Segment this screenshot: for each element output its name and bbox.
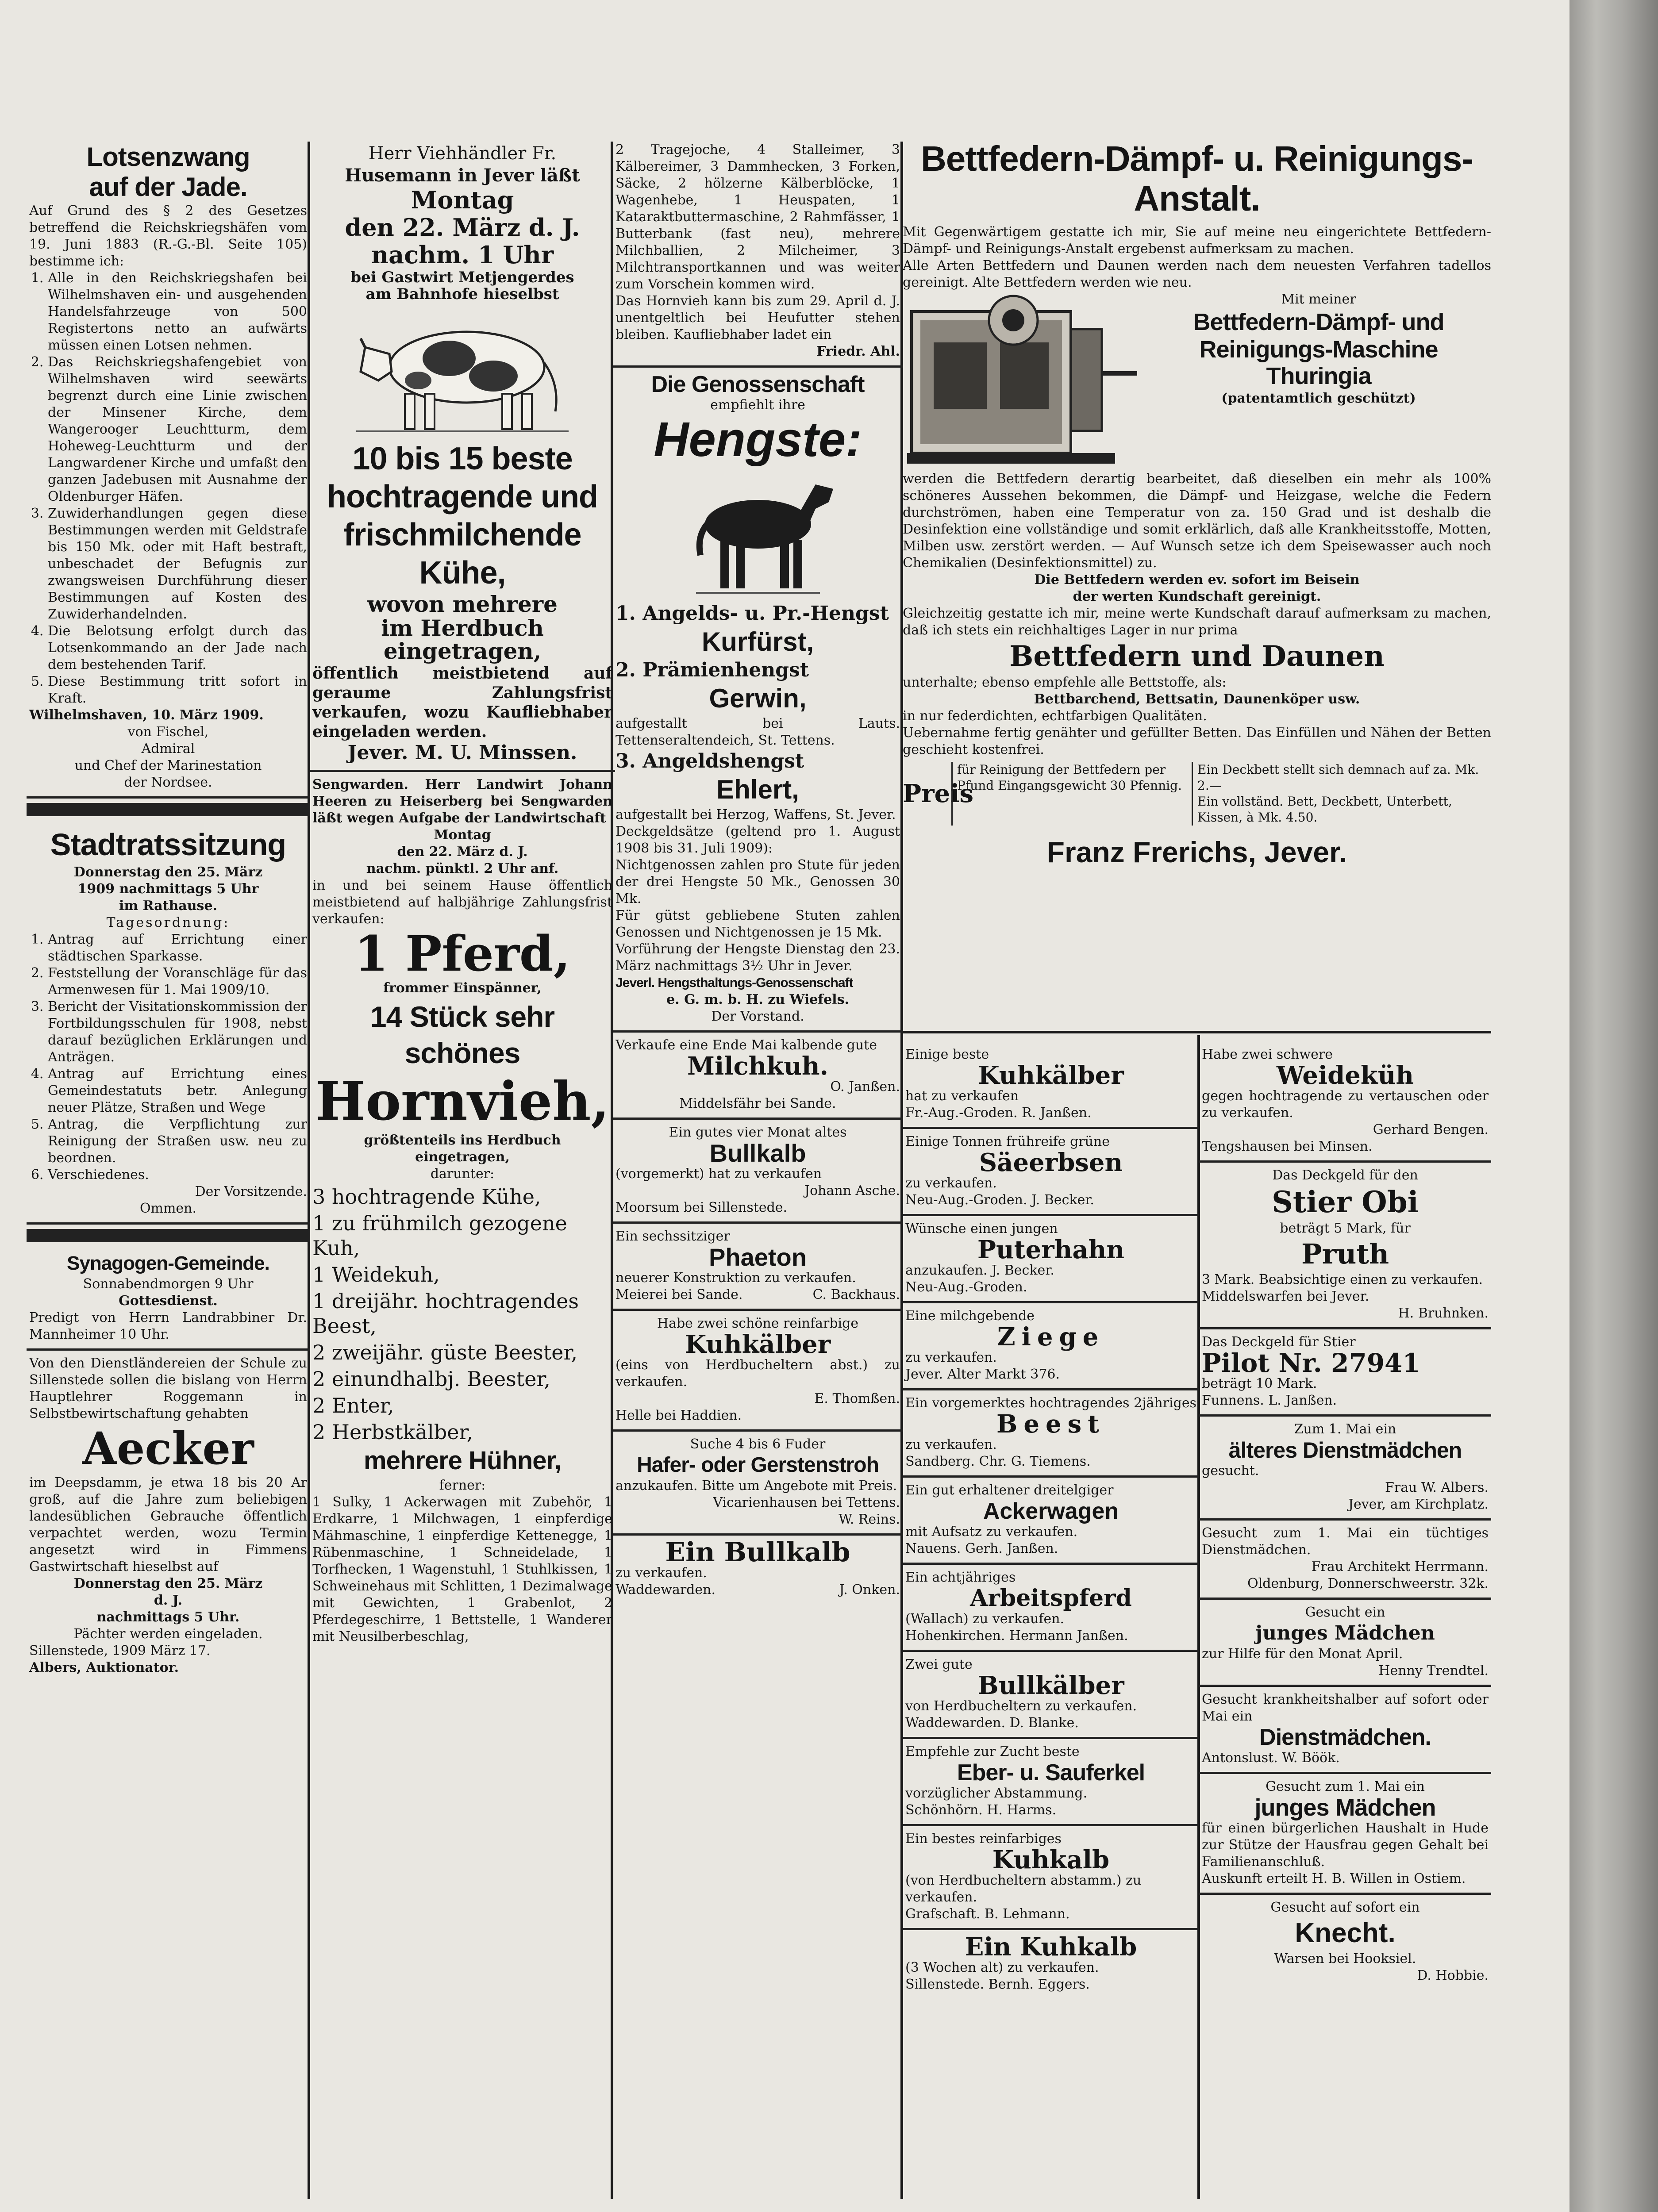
price-box	[903, 762, 1491, 826]
ad-text: Empfehle zur Zucht beste	[905, 1744, 1080, 1759]
ad-headline: 10 bis 15 beste	[352, 441, 573, 476]
ad-text: 1 Sulky, 1 Ackerwagen mit Zubehör, 1 Erdkarre, 1 Milchwagen, 1 einpferdige Mähmaschine, 1 einpferdige Kettenegge, 1 Rübenmaschine, 1 Schneidelade, 1 Torfhecken, 1 Wagenstuhl, 1 Stuhlkissen, 1 Schweinehaus mit Schlitten, 1 Dezimalwage mit Gewichten, 1 Grabenlot, 2 Pferdegeschirre, 1 Bettstelle, 1 Wanderer mit Neusilberbeschlag,	[312, 1494, 612, 1644]
ad-sign: W. Reins.	[839, 1512, 900, 1527]
ad-sign: Nauens. Gerh. Janßen.	[905, 1541, 1058, 1556]
ad-text: Das Hornvieh kann bis zum 29. April d. J. unentgeltlich bei Heufutter stehen bleiben. Kaufliebhaber ladet ein	[615, 293, 900, 342]
ad-headline: Reinigungs-Maschine Thuringia	[1199, 336, 1438, 389]
agenda-label: Tagesordnung:	[106, 915, 230, 930]
ad-text: hat zu verkaufen	[905, 1088, 1019, 1104]
ad-sign-row	[615, 1286, 900, 1303]
ad-sign: Johann Asche.	[804, 1183, 900, 1198]
classified-ad	[903, 1565, 1199, 1652]
list-item: 3. Bericht der Visitationskommission der Fortbildungsschulen für 1908, nebst darauf bezüglichen Erklärungen und Anträgen.	[48, 998, 307, 1066]
ad-sign: Grafschaft. B. Lehmann.	[905, 1906, 1070, 1922]
price-label: Preis	[903, 779, 974, 808]
divider	[27, 1229, 310, 1242]
ad-text: zur Hilfe für den Monat April.	[1202, 1646, 1403, 1662]
ad-title: Bullkalb	[709, 1139, 806, 1167]
ad-text: in und bei seinem Hause öffentlich meistbietend auf halbjährige Zahlungsfrist verkaufen:	[312, 878, 612, 927]
machine-text	[1146, 291, 1491, 471]
ad-sign: Der Vorsitzende.	[195, 1184, 307, 1199]
ad-sign: Fr.-Aug.-Groden. R. Janßen.	[905, 1105, 1092, 1121]
price-line: Ein Deckbett stellt sich demnach auf za. Mk. 2.—	[1197, 762, 1479, 793]
column-3	[613, 137, 903, 2212]
ad-sign: H. Bruhnken.	[1398, 1306, 1489, 1321]
ad-sign: Vicarienhausen bei Tettens.	[713, 1495, 900, 1510]
ad-text: im Deepsdamm, je etwa 18 bis 20 Ar groß, auf die Jahre zum beliebigen landesüblichen Gebrauche öffentlich verpachtet werden, wozu Termin angesetzt wird in Fimmens Gastwirtschaft hieselbst auf	[29, 1475, 307, 1575]
ad-text: Verkaufe eine Ende Mai kalbende gute	[615, 1037, 877, 1053]
ad-sign: J. Onken.	[839, 1582, 900, 1598]
list-item: 1 zu frühmilch gezogene Kuh,	[312, 1211, 567, 1260]
ad-text: Gleichzeitig gestatte ich mir, meine werte Kundschaft darauf aufmerksam zu machen, daß ich stets ein reichhaltiges Lager in nur prima	[903, 606, 1491, 638]
ad-text: in nur federdichten, echtfarbigen Qualitäten.	[903, 708, 1207, 724]
list-item: 4. Antrag auf Errichtung eines Gemeindestatuts betr. Anlegung neuer Plätze, Straßen und Wege	[48, 1066, 307, 1116]
ad-title: Stier Obi	[1272, 1185, 1419, 1219]
machine-illustration	[903, 294, 1142, 471]
ad-text: Für gütst gebliebene Stuten zahlen Genossen und Nichtgenossen je 15 Mk.	[615, 908, 900, 940]
ad-text: unterhalte; ebenso empfehle alle Bettstoffe, als:	[903, 675, 1227, 690]
page-edge	[1570, 0, 1658, 2212]
ad-date: Montag	[434, 827, 491, 843]
ad-title: Kuhkälber	[978, 1061, 1124, 1090]
ad-title: Bullkälber	[977, 1671, 1124, 1700]
ad-headline: frischmilchende	[343, 517, 581, 553]
column-1	[27, 137, 310, 2212]
ad-sign: von Fischel,	[127, 724, 209, 740]
ad-title: auf der Jade.	[89, 172, 247, 202]
ad-title: Dienstmädchen.	[1259, 1724, 1431, 1750]
ad-text: zu verkaufen.	[905, 1350, 997, 1365]
ad-text: Ein vorgemerktes hochtragendes 2jähriges	[905, 1395, 1196, 1411]
ad-text: Eine milchgebende	[905, 1308, 1035, 1324]
ad-text: gegen hochtragende zu vertauschen oder zu verkaufen.	[1202, 1088, 1489, 1121]
ad-text: zu verkaufen.	[905, 1175, 997, 1191]
ad-text: öffentlich meistbietend auf geraume Zahlungsfrist verkaufen, wozu Kaufliebhaber eingeladen werden.	[312, 664, 612, 741]
ad-date: nachmittags 5 Uhr.	[96, 1609, 240, 1625]
ad-title: Pilot Nr. 27941	[1202, 1348, 1420, 1378]
ad-text: von Herdbucheltern zu verkaufen.	[905, 1698, 1137, 1714]
ad-date: Wilhelmshaven, 10. März 1909.	[29, 707, 264, 723]
ad-milchkuh	[613, 1033, 903, 1120]
ad-headline: Bettfedern-Dämpf- und	[1193, 309, 1444, 335]
list-item: 1 Weidekuh,	[312, 1263, 440, 1286]
ad-text: Vorführung der Hengste Dienstag den 23. März nachmittags 3½ Uhr in Jever.	[615, 941, 900, 974]
ad-hengste	[613, 368, 903, 1033]
ad-text: anzukaufen. Bitte um Angebote mit Preis.	[615, 1478, 897, 1494]
ad-text: Herr Viehhändler Fr.	[368, 143, 557, 164]
ad-sign: Meierei bei Sande.	[615, 1287, 743, 1302]
ad-text: Uebernahme fertig genähter und gefüllter Betten. Das Einfüllen und Nähen der Betten geschieht kostenfrei.	[903, 725, 1491, 757]
ad-sign-row	[615, 1582, 900, 1598]
ad-text: Warsen bei Hooksiel.	[1274, 1951, 1416, 1966]
classified-ad	[1199, 1895, 1491, 1989]
ad-text: Wünsche einen jungen	[905, 1221, 1058, 1237]
ad-synagoge	[27, 1247, 310, 1351]
stallion-name: Gerwin,	[709, 684, 807, 713]
ad-text: zu verkaufen.	[615, 1565, 707, 1581]
ad-text: Ein bestes reinfarbiges	[905, 1831, 1062, 1847]
ad-text: Bettbarchend, Bettsatin, Daunenköper usw.	[1034, 691, 1360, 707]
ad-text: 2 Tragejoche, 4 Stalleimer, 3 Kälbereimer, 3 Dammhecken, 3 Forken, Säcke, 2 hölzerne Kälberblöcke, 1 Wagenhebe, 1 Heuspaten, 1 Kataraktbuttermaschine, 2 Rahmfässer, 1 Butterbank (fast neu), mehrere Milchballien, 2 Milcheimer, 3 Milchtransportkannen und was weiter zum Vorschein kommen wird.	[615, 142, 900, 292]
classified-ad	[1199, 1774, 1491, 1895]
ad-text: Das Deckgeld für Stier	[1202, 1334, 1356, 1350]
ad-sign: Oldenburg, Donnerschweerstr. 32k.	[1247, 1576, 1489, 1591]
ad-text: Habe zwei schöne reinfarbige	[657, 1316, 859, 1331]
ad-headline: Hornvieh,	[315, 1070, 610, 1133]
ad-title: Milchkuh.	[687, 1052, 829, 1081]
ad-text: (Wallach) zu verkaufen.	[905, 1611, 1065, 1627]
classified-ad	[1199, 1687, 1491, 1774]
ad-title: Pruth	[1301, 1238, 1389, 1270]
ad-sign: Middelswarfen bei Jever.	[1202, 1289, 1369, 1304]
ad-text: ferner:	[439, 1478, 486, 1493]
stallion-label: 2. Prämienhengst	[615, 659, 809, 681]
bettfedern-ad	[903, 137, 1491, 1026]
ad-kuhkaelber	[613, 1311, 903, 1432]
classified-ad	[903, 1826, 1199, 1930]
ad-sign: und Chef der Marinestation	[74, 758, 262, 773]
ad-sign: Frau Architekt Herrmann.	[1311, 1559, 1489, 1575]
ad-subheadline: im Herdbuch eingetragen,	[381, 615, 544, 664]
ad-title: Lotsenzwang	[86, 142, 250, 172]
ad-title: Bettfedern-Dämpf- u. Reinigungs-Anstalt.	[921, 139, 1473, 218]
ad-sign: D. Hobbie.	[1417, 1968, 1489, 1983]
ad-date: nachm. 1 Uhr	[371, 241, 554, 269]
ad-text: Nichtgenossen zahlen pro Stute für jeden der drei Hengste 50 Mk., Genossen 30 Mk.	[615, 857, 900, 906]
list-item: 5. Diese Bestimmung tritt sofort in Kraft.	[48, 673, 307, 707]
ad-sign: Neu-Aug.-Groden. J. Becker.	[905, 1192, 1094, 1208]
ad-text: Gesucht ein	[1305, 1605, 1385, 1620]
ad-date: nachm. pünktl. 2 Uhr anf.	[366, 861, 559, 876]
classified-ad	[1199, 1163, 1491, 1329]
ad-text: empfiehlt ihre	[710, 397, 805, 413]
ad-title: Hengste:	[654, 412, 862, 467]
ad-sign: Gerhard Bengen.	[1373, 1122, 1489, 1137]
list-item: 2. Feststellung der Voranschläge für das Armenwesen für 1. Mai 1909/10.	[48, 965, 307, 998]
stallion-label: 3. Angeldshengst	[615, 750, 804, 772]
ad-title: Beest	[996, 1409, 1105, 1439]
classified-ad	[903, 1390, 1199, 1478]
ad-title: Ein Bullkalb	[665, 1537, 850, 1568]
list-item: 2 Herbstkälber,	[312, 1420, 473, 1444]
ad-text: Gesucht krankheitshalber auf sofort oder Mai ein	[1202, 1692, 1489, 1724]
ad-sign: C. Backhaus.	[812, 1287, 900, 1302]
ad-text: Predigt von Herrn Landrabbiner Dr. Mannheimer 10 Uhr.	[29, 1310, 307, 1342]
ad-text: der werten Kundschaft gereinigt.	[1073, 589, 1321, 604]
stallion-label: 1. Angelds- u. Pr.-Hengst	[615, 602, 889, 625]
price-text: für Reinigung der Bettfedern per Pfund Eingangsgewicht 30 Pfennig.	[951, 762, 1193, 826]
ad-sign: Moorsum bei Sillenstede.	[615, 1200, 788, 1215]
ad-text: Sengwarden. Herr Landwirt Johann Heeren zu Heiserberg bei Sengwarden läßt wegen Aufgabe der Landwirtschaft	[312, 777, 612, 826]
ad-sign: Ommen.	[139, 1201, 197, 1216]
ad-lotsenzwang	[27, 137, 310, 799]
ad-title: junges Mädchen	[1255, 1622, 1435, 1644]
ad-headline: Kühe,	[419, 555, 506, 591]
section-rule	[903, 1031, 1491, 1033]
ad-text: (eins von Herdbucheltern abst.) zu verkaufen.	[615, 1357, 900, 1390]
ad-headline: hochtragende und	[327, 479, 598, 515]
ad-bullkalb	[613, 1120, 903, 1224]
ad-text: darunter:	[430, 1166, 495, 1182]
list-item: 1 dreijähr. hochtragendes Beest,	[312, 1289, 579, 1338]
ad-title: Säeerbsen	[979, 1148, 1123, 1177]
firm-name: Franz Frerichs, Jever.	[1046, 836, 1347, 868]
ad-text: Ein gutes vier Monat altes	[669, 1125, 847, 1140]
machine-block	[903, 291, 1491, 471]
ad-title: Ackerwagen	[983, 1498, 1119, 1524]
ad-stroh	[613, 1432, 903, 1536]
ad-sign: Waddewarden.	[615, 1582, 716, 1598]
ad-phaeton	[613, 1224, 903, 1311]
list-item: 3 hochtragende Kühe,	[312, 1185, 541, 1209]
ad-text: bei Gastwirt Metjengerdes	[350, 269, 574, 286]
column-5	[903, 1042, 1199, 2212]
ad-text: Ein sechssitziger	[615, 1229, 730, 1244]
ad-text: beträgt 5 Mark, für	[1280, 1221, 1411, 1236]
ad-sign: O. Janßen.	[830, 1079, 900, 1094]
ad-sign: Funnens. L. Janßen.	[1202, 1393, 1337, 1408]
column-2	[310, 137, 615, 2212]
ad-text: Mit meiner	[1281, 292, 1356, 307]
ad-title: Weideküh	[1276, 1061, 1414, 1090]
ad-title: Eber- u. Sauferkel	[957, 1760, 1145, 1786]
ad-text: (vorgemerkt) hat zu verkaufen	[615, 1166, 822, 1182]
list-item: 2. Das Reichskriegshafengebiet von Wilhelmshaven wird seewärts begrenzt durch eine Linie zwischen der Minsener Kirche, dem Wangerooger Leuchtturm, dem Hoheweg-Leuchtturm und der Langwardener Kirche und umfaßt den ganzen Jadebusen mit Ausnahme der Oldenburger Häfen.	[48, 354, 307, 505]
ad-text: für einen bürgerlichen Haushalt in Hude zur Stütze der Hausfrau gegen Gehalt bei Familienanschluß.	[1202, 1820, 1489, 1870]
classified-ad	[1199, 1600, 1491, 1687]
ad-text: beträgt 10 Mark.	[1202, 1376, 1317, 1391]
ad-sign: Frau W. Albers.	[1385, 1480, 1489, 1495]
stallion-name: Kurfürst,	[701, 627, 814, 657]
ad-text: eingetragen,	[415, 1149, 510, 1165]
ad-text: (3 Wochen alt) zu verkaufen.	[905, 1960, 1099, 1975]
ad-text: vorzüglicher Abstammung.	[905, 1786, 1088, 1801]
ad-text: Die Bettfedern werden ev. sofort im Beisein	[1034, 572, 1360, 588]
ad-text: Gesucht zum 1. Mai ein tüchtiges Dienstmädchen.	[1202, 1525, 1489, 1558]
ad-sign: Jever. Alter Markt 376.	[905, 1367, 1060, 1382]
classified-ad	[903, 1303, 1199, 1390]
ad-text: aufgestallt bei Herzog, Waffens, St. Jever.	[615, 807, 896, 822]
ad-text: Deckgeldsätze (geltend pro 1. August 1908 bis 31. Juli 1909):	[615, 824, 900, 856]
classified-ad	[903, 1739, 1199, 1826]
classified-ad	[903, 1652, 1199, 1739]
ad-text: am Bahnhofe hieselbst	[365, 285, 559, 303]
classified-ad	[1199, 1329, 1491, 1417]
ad-sign: Albers, Auktionator.	[29, 1660, 179, 1675]
ad-text: Von den Dienstländereien der Schule zu Sillenstede sollen die bislang von Herrn Hauptlehrer Roggemann in Selbstbewirtschaftung gehabten	[29, 1356, 307, 1421]
ad-sign: E. Thomßen.	[814, 1391, 900, 1406]
classified-ad	[1199, 1042, 1491, 1163]
ad-sign: Jever, am Kirchplatz.	[1348, 1497, 1489, 1512]
ad-headline: 14 Stück sehr schönes	[370, 1000, 555, 1069]
list-item: 1. Antrag auf Errichtung einer städtischen Sparkasse.	[48, 931, 307, 965]
classified-ad	[1199, 1417, 1491, 1521]
cow-illustration	[347, 305, 577, 438]
ad-text: Einige beste	[905, 1047, 989, 1062]
classified-ad	[903, 1042, 1199, 1129]
ad-text: aufgestallt bei Lauts. Tettenseraltendeich, St. Tettens.	[615, 716, 900, 748]
ad-date: den 22. März d. J.	[397, 844, 528, 860]
ad-text: Zum 1. Mai ein	[1294, 1421, 1396, 1437]
ad-sign: Antonslust. W. Böök.	[1202, 1750, 1340, 1766]
ad-sign: Der Vorstand.	[711, 1009, 804, 1024]
ad-text: Gesucht auf sofort ein	[1270, 1900, 1420, 1915]
horse-illustration	[669, 467, 846, 599]
ad-text: Die Genossenschaft	[651, 372, 865, 397]
ad-sign: Sillenstede. Bernh. Eggers.	[905, 1977, 1090, 1992]
ad-sign: Auskunft erteilt H. B. Willen in Ostiem.	[1202, 1871, 1466, 1886]
ad-date: den 22. März d. J.	[345, 213, 580, 242]
classified-ad	[1199, 1521, 1491, 1600]
ad-text: frommer Einspänner,	[383, 980, 542, 996]
list-item: 4. Die Belotsung erfolgt durch das Lotsenkommando an der Jade nach dem bestehenden Tarif.	[48, 623, 307, 673]
column-6	[1199, 1042, 1491, 2212]
ad-sign: Sandberg. Chr. G. Tiemens.	[905, 1454, 1091, 1469]
ad-text: Alle Arten Bettfedern und Daunen werden nach dem neuesten Verfahren tadellos gereinigt. Alte Bettfedern werden wie neu.	[903, 258, 1491, 290]
classified-ad	[903, 1930, 1199, 1998]
ad-date: Montag	[411, 186, 514, 214]
ad-sign: Waddewarden. D. Blanke.	[905, 1715, 1079, 1731]
ad-text: Ein achtjähriges	[905, 1570, 1016, 1585]
ad-sign: Helle bei Haddien.	[615, 1408, 742, 1423]
ad-date: Donnerstag den 25. März	[73, 864, 263, 880]
ad-text: Sonnabendmorgen 9 Uhr	[83, 1276, 254, 1292]
ad-sign: Jever. M. U. Minssen.	[347, 741, 577, 764]
agenda-list	[29, 931, 307, 1183]
ad-title: Puterhahn	[977, 1235, 1125, 1264]
ad-sign: Friedr. Ahl.	[816, 344, 900, 359]
ad-sign: Admiral	[141, 741, 195, 757]
ad-text: zu verkaufen.	[905, 1437, 997, 1452]
ad-title: Aecker	[82, 1422, 254, 1475]
ad-title: Phaeton	[709, 1243, 807, 1271]
ad-text: werden die Bettfedern derartig bearbeitet, daß dieselben ein mehr als 100% schöneres Aussehen bekommen, die Dämpf- und Heizgase, welche die Federn durchströmen, haben eine Temperatur von za. 150 Grad und ist deshalb die Desinfektion eine vollständige und somit erklärlich, daß alle Krankheitsstoffe, Motten, Milben usw. zerstört werden. — Auf Wunsch setze ich dem Speisewasser auch noch Chemikalien (Desinfektionsmittel) zu.	[903, 471, 1491, 571]
ad-title: junges Mädchen	[1254, 1794, 1436, 1821]
ad-sign: der Nordsee.	[124, 775, 212, 790]
ad-kuehe	[310, 137, 615, 772]
list-item: 2 zweijähr. güste Beester,	[312, 1340, 578, 1364]
ad-date: Donnerstag den 25. März	[73, 1576, 263, 1591]
ad-text: Habe zwei schwere	[1202, 1047, 1333, 1062]
ad-text: Husemann in Jever läßt	[345, 165, 580, 186]
ad-stadtratssitzung	[27, 821, 310, 1225]
ad-headline: 1 Pferd,	[354, 925, 571, 982]
ad-date: 1909 nachmittags 5 Uhr	[77, 881, 259, 897]
ad-date: im Rathause.	[119, 898, 217, 914]
ad-text: Einige Tonnen frühreife grüne	[905, 1134, 1110, 1149]
list-item: 6. Verschiedenes.	[48, 1167, 307, 1183]
ad-text: Gesucht zum 1. Mai ein	[1266, 1779, 1425, 1794]
ad-bullkalb-2	[613, 1536, 903, 1604]
ad-text: anzukaufen. J. Becker.	[905, 1263, 1054, 1278]
ad-text: Gottesdienst.	[119, 1293, 218, 1309]
ad-subheadline: wovon mehrere	[367, 591, 558, 617]
ad-text: (patentamtlich geschützt)	[1221, 391, 1416, 406]
ad-text: Mit Gegenwärtigem gestatte ich mir, Sie auf meine neu eingerichtete Bettfedern-Dämpf- und Reinigungs-Anstalt ergebenst aufmerksam zu machen.	[903, 224, 1491, 257]
ad-title: Stadtratssitzung	[50, 827, 286, 862]
divider	[27, 803, 310, 816]
price-details	[1193, 762, 1491, 826]
classified-ad	[903, 1478, 1199, 1565]
classified-ad	[903, 1129, 1199, 1216]
ad-title: Kuhkälber	[685, 1330, 831, 1359]
classified-ad	[903, 1216, 1199, 1303]
ad-geraet	[613, 137, 903, 368]
ad-text: Suche 4 bis 6 Fuder	[690, 1436, 826, 1452]
rule-list	[29, 270, 307, 707]
ad-text: Ein gut erhaltener dreitelgiger	[905, 1482, 1114, 1498]
ad-hornvieh	[310, 772, 615, 1651]
ad-headline: mehrere Hühner,	[364, 1446, 561, 1475]
list-item: 1. Alle in den Reichskriegshafen bei Wilhelmshaven ein- und ausgehenden Handelsfahrzeuge von 500 Registertons netto an aufwärts müssen einen Lotsen nehmen.	[48, 270, 307, 354]
ad-text: Das Deckgeld für den	[1272, 1167, 1418, 1183]
list-item: 2 Enter,	[312, 1394, 394, 1417]
ad-sign: Neu-Aug.-Groden.	[905, 1279, 1027, 1295]
ad-sign: Tengshausen bei Minsen.	[1202, 1139, 1373, 1154]
ad-text: Zwei gute	[905, 1657, 973, 1672]
ad-title: Ziege	[997, 1322, 1105, 1352]
ad-headline: Bettfedern und Daunen	[1009, 640, 1385, 673]
ad-sign: e. G. m. b. H. zu Wiefels.	[666, 992, 849, 1007]
price-line: Ein vollständ. Bett, Deckbett, Unterbett, Kissen, à Mk. 4.50.	[1197, 794, 1452, 825]
ad-text: neuerer Konstruktion zu verkaufen.	[615, 1270, 856, 1286]
ad-title: älteres Dienstmädchen	[1228, 1438, 1462, 1463]
list-item: 2 einundhalbj. Beester,	[312, 1367, 550, 1391]
ad-aecker	[27, 1351, 310, 1682]
ad-text: Sillenstede, 1909 März 17.	[29, 1643, 211, 1659]
ad-date: d. J.	[154, 1593, 183, 1608]
ad-text: gesucht.	[1202, 1463, 1259, 1479]
ad-title: Ein Kuhkalb	[965, 1932, 1137, 1962]
ad-sign: Henny Trendtel.	[1378, 1663, 1489, 1678]
ad-title: Hafer- oder Gerstenstroh	[637, 1453, 879, 1477]
ad-text: Auf Grund des § 2 des Gesetzes betreffend die Reichskriegshäfen vom 19. Juni 1883 (R.-G.-Bl. Seite 105) bestimme ich:	[29, 203, 307, 269]
ad-sign: Hohenkirchen. Hermann Janßen.	[905, 1628, 1128, 1644]
ad-text: mit Aufsatz zu verkaufen.	[905, 1524, 1078, 1540]
ad-text: (von Herdbucheltern abstamm.) zu verkaufen.	[905, 1873, 1142, 1905]
ad-text: 3 Mark. Beabsichtige einen zu verkaufen.	[1202, 1272, 1483, 1287]
ad-title: Synagogen-Gemeinde.	[67, 1252, 269, 1274]
ad-title: Kuhkalb	[992, 1845, 1110, 1874]
stallion-name: Ehlert,	[716, 775, 799, 804]
list-item: 3. Zuwiderhandlungen gegen diese Bestimmungen werden mit Geldstrafe bis 150 Mk. oder mit Haft bestraft, unbeschadet der Befugnis zur zwangsweisen Durchführung dieser Bestimmungen auf Kosten des Zuwiderhandelnden.	[48, 505, 307, 623]
ad-title: Knecht.	[1295, 1918, 1396, 1948]
ad-title: Arbeitspferd	[970, 1585, 1132, 1612]
ad-sign: Middelsfähr bei Sande.	[679, 1096, 836, 1111]
list-item: 5. Antrag, die Verpflichtung zur Reinigung der Straßen usw. neu zu beordnen.	[48, 1116, 307, 1167]
ad-text: Pächter werden eingeladen.	[73, 1626, 263, 1642]
ad-text: größtenteils ins Herdbuch	[364, 1133, 561, 1148]
ad-sign: Jeverl. Hengsthaltungs-Genossenschaft	[615, 975, 853, 990]
ad-sign: Schönhörn. H. Harms.	[905, 1802, 1057, 1818]
